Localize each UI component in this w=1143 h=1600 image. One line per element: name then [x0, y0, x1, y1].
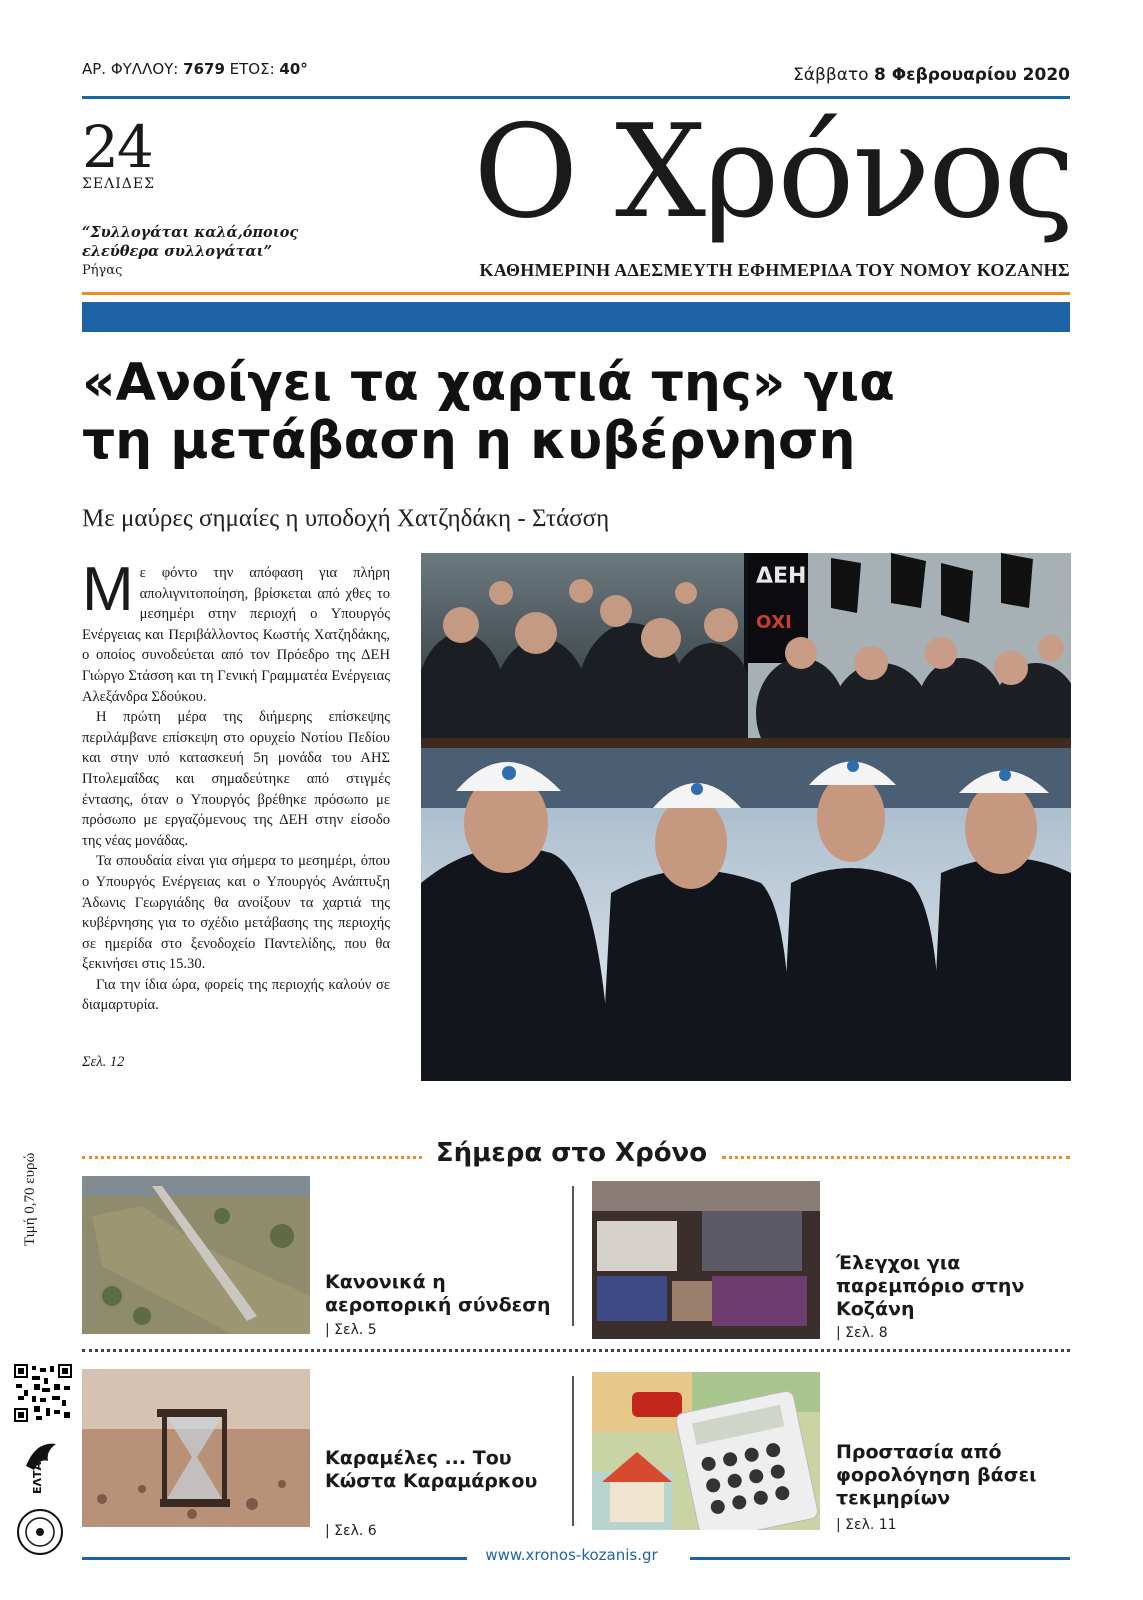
row-divider [82, 1349, 1070, 1352]
quote-author: Ρήγας [82, 263, 123, 278]
issue-label: ΑΡ. ΦΥΛΛΟΥ: [82, 60, 184, 78]
headline-line-1: «Ανοίγει τα χαρτιά της» για [82, 353, 895, 413]
column-divider [572, 1376, 574, 1526]
teaser-image-market[interactable] [592, 1181, 820, 1339]
issue-number: 7679 [183, 60, 225, 78]
lead-subheadline: Με μαύρες σημαίες η υποδοχή Χατζηδάκη - Στάσση [82, 505, 610, 532]
issue-date [793, 65, 1070, 85]
year-label: ΕΤΟΣ: [224, 60, 280, 78]
teaser-image-calculator[interactable] [592, 1372, 820, 1530]
newspaper-logo: Ο Χρόνος [473, 98, 1073, 247]
newspaper-tagline: ΚΑΘΗΜΕΡΙΝΗ ΑΔΕΣΜΕΥΤΗ ΕΦΗΜΕΡΙΔΑ ΤΟΥ ΝΟΜΟΥ ΚΟΖΑΝΗΣ [479, 260, 1070, 280]
masthead-quote: “Συλλογάται καλά,όποιος ελεύθερα συλλογάται” [82, 224, 299, 260]
protest-sign-text-2: ΟΧΙ [756, 612, 792, 633]
article-paragraph: Με φόντο την απόφαση για πλήρη απολιγνιτοποίηση, βρίσκεται από χθες το μεσημέρι στην περιοχή ο Υπουργός Ενέργειας και Περιβάλλοντος Κωστής Χατζηδάκης, ο οποίος συνοδεύεται από τον Πρόεδρο της ΔΕΗ Γιώργο Στάσση και τη Γενική Γραμματέα Ενέργειας Αλεξάνδρα Σδούκου. [82, 555, 390, 705]
drop-cap: Μ [82, 555, 134, 624]
lead-photo [421, 553, 1071, 1081]
section-title: Σήμερα στο Χρόνο [435, 1138, 708, 1168]
elta-logo-icon [16, 1436, 66, 1496]
teaser-page-ref: | Σελ. 8 [836, 1325, 888, 1341]
lead-page-ref: Σελ. 12 [82, 1054, 125, 1070]
lead-article [82, 555, 390, 1016]
article-paragraph: Τα σπουδαία είναι για σήμερα το μεσημέρι, όπου ο Υπουργός Ενέργειας και ο Υπουργός Ανάπτυξη Άδωνις Γεωργιάδης θα ανοίξουν τα χαρτιά της κυβέρνησης για το σχέδιο μετάβασης της περιοχής σε ημερίδα στο ξενοδοχείο Παντελίδης, που θα ξεκινήσει στις 15.30. [82, 853, 390, 973]
date-weekday: Σάββατο [793, 65, 874, 85]
teaser-title[interactable]: Έλεγχοι για παρεμπόριο στην Κοζάνη [836, 1252, 1025, 1320]
issue-info [82, 60, 308, 78]
page-count: 24 [82, 113, 152, 181]
article-paragraph: Η πρώτη μέρα της διήμερης επίσκεψης περιλάμβανε επίσκεψη στο ορυχείο Νοτίου Πεδίου και στην υπό κατασκευή 5η μονάδα του ΑΗΣ Πτολεμαΐδας και σημαδεύτηκε από στιγμές έντασης, όταν ο Υπουργός βρέθηκε πρόσωπο με πρόσωπο με εργαζόμενους της ΔΕΗ στην είσοδο της νέας μονάδας. [82, 709, 390, 849]
blue-band [82, 302, 1070, 332]
lead-headline [82, 354, 1082, 470]
teaser-page-ref: | Σελ. 6 [325, 1523, 377, 1539]
orange-divider [82, 292, 1070, 295]
teaser-page-ref: | Σελ. 11 [836, 1517, 897, 1533]
price-label: Τιμή 0,70 ευρώ [22, 1152, 38, 1246]
teaser-image-airport[interactable] [82, 1176, 310, 1334]
column-divider [572, 1186, 574, 1326]
teaser-title[interactable]: Προστασία από φορολόγηση βάσει τεκμηρίων [836, 1441, 1037, 1509]
qr-code-icon[interactable] [14, 1364, 72, 1422]
website-link[interactable]: www.xronos-kozanis.gr [485, 1546, 658, 1564]
elta-text: ΕΛΤΑ [31, 1461, 44, 1494]
date-value: 8 Φεβρουαρίου 2020 [873, 65, 1070, 85]
article-paragraph: Για την ίδια ώρα, φορείς της περιοχής καλούν σε διαμαρτυρία. [82, 976, 390, 1014]
year-number: 40° [279, 60, 308, 78]
protest-sign-text: ΔΕΗ [756, 564, 807, 589]
teaser-image-hourglass[interactable] [82, 1369, 310, 1527]
teaser-page-ref: | Σελ. 5 [325, 1322, 377, 1338]
page-count-label: ΣΕΛΙΔΕΣ [82, 176, 155, 192]
teaser-title[interactable]: Καραμέλες ... Του Κώστα Καραμάρκου [325, 1447, 538, 1492]
headline-line-2: τη μετάβαση η κυβέρνηση [82, 411, 856, 471]
teaser-title[interactable]: Κανονικά η αεροπορική σύνδεση [325, 1271, 551, 1316]
